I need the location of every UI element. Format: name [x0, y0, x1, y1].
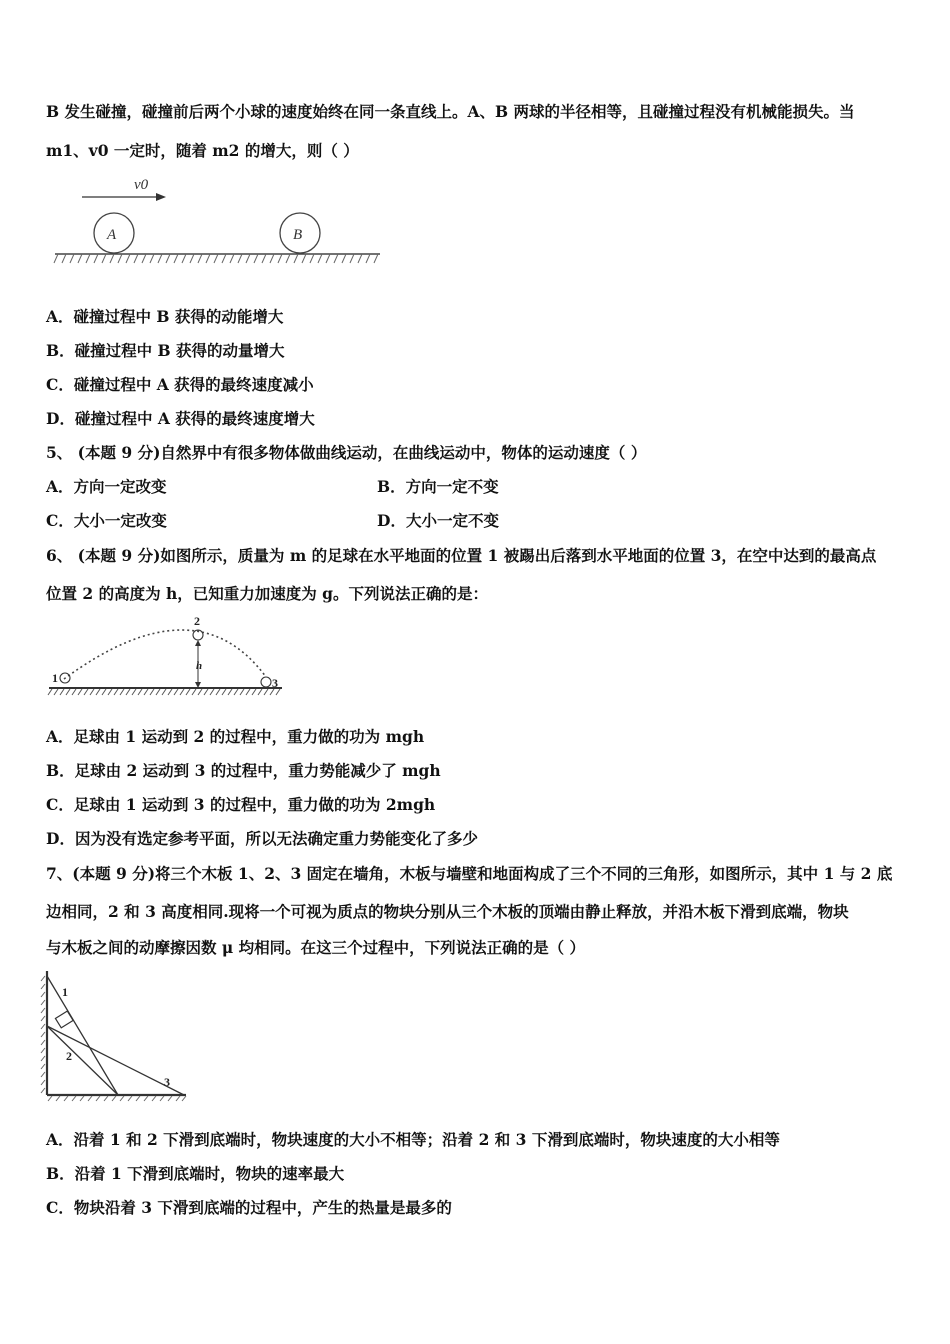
q5-stem: 5、 (本题 9 分)自然界中有很多物体做曲线运动，在曲线运动中，物体的运动速度（ ） [46, 443, 647, 462]
q6-football-figure [46, 612, 286, 697]
pos2-label: 2 [194, 614, 200, 628]
ball-position-3 [261, 677, 271, 687]
q6-option-d: D．因为没有选定参考平面，所以无法确定重力势能变化了多少 [46, 829, 478, 848]
q7-option-b: B．沿着 1 下滑到底端时，物块的速率最大 [46, 1164, 345, 1183]
ball-b-label: B [293, 227, 303, 243]
q6-option-c: C．足球由 1 运动到 3 的过程中，重力做的功为 2mgh [46, 795, 436, 814]
pos1-label: 1 [52, 671, 58, 685]
height-label: h [196, 660, 203, 672]
board2-label: 2 [66, 1049, 72, 1063]
q4-stem-line2: m1、v0 一定时，随着 m2 的增大，则（ ） [46, 141, 359, 160]
q7-option-c: C．物块沿着 3 下滑到底端的过程中，产生的热量是最多的 [46, 1198, 452, 1217]
q4-collision-figure [52, 172, 382, 267]
q4-option-b: B．碰撞过程中 B 获得的动量增大 [46, 341, 285, 360]
q7-stem-line3: 与木板之间的动摩擦因数 μ 均相同。在这三个过程中，下列说法正确的是（ ） [46, 938, 586, 957]
q6-stem-line1: 6、 (本题 9 分)如图所示，质量为 m 的足球在水平地面的位置 1 被踢出后落到水平地面的位置 3，在空中达到的最高点 [46, 546, 877, 565]
q4-stem-line1: B 发生碰撞，碰撞前后两个小球的速度始终在同一条直线上。A、B 两球的半径相等，且碰撞过程没有机械能损失。当 [46, 102, 855, 121]
q6-stem-line2: 位置 2 的高度为 h，已知重力加速度为 g。下列说法正确的是： [46, 584, 488, 603]
trajectory-path [64, 630, 266, 679]
board3-label: 3 [164, 1075, 170, 1089]
q5-option-d: D．大小一定不变 [377, 511, 499, 530]
q7-boards-figure [40, 968, 190, 1103]
q6-option-b: B．足球由 2 运动到 3 的过程中，重力势能减少了 mgh [46, 761, 441, 780]
q7-option-a: A．沿着 1 和 2 下滑到底端时，物块速度的大小不相等；沿着 2 和 3 下滑到底端时，物块速度的大小相等 [46, 1130, 780, 1149]
q5-option-c: C．大小一定改变 [46, 511, 167, 530]
q7-stem-line1: 7、(本题 9 分)将三个木板 1、2、3 固定在墙角，木板与墙壁和地面构成了三个不同的三角形，如图所示，其中 1 与 2 底 [46, 864, 893, 883]
q4-option-d: D．碰撞过程中 A 获得的最终速度增大 [46, 409, 315, 428]
pos3-label: 3 [272, 676, 278, 690]
q4-option-a: A．碰撞过程中 B 获得的动能增大 [46, 307, 284, 326]
ball-a-label: A [107, 227, 117, 243]
block [55, 1011, 73, 1028]
board1-label: 1 [62, 985, 68, 999]
q5-option-a: A．方向一定改变 [46, 477, 167, 496]
q5-option-b: B．方向一定不变 [377, 477, 499, 496]
velocity-label: v0 [134, 177, 149, 193]
q7-stem-line2: 边相同，2 和 3 高度相同.现将一个可视为质点的物块分别从三个木板的顶端由静止释放，并沿木板下滑到底端，物块 [46, 902, 849, 921]
q6-option-a: A．足球由 1 运动到 2 的过程中，重力做的功为 mgh [46, 727, 425, 746]
q4-option-c: C．碰撞过程中 A 获得的最终速度减小 [46, 375, 314, 394]
